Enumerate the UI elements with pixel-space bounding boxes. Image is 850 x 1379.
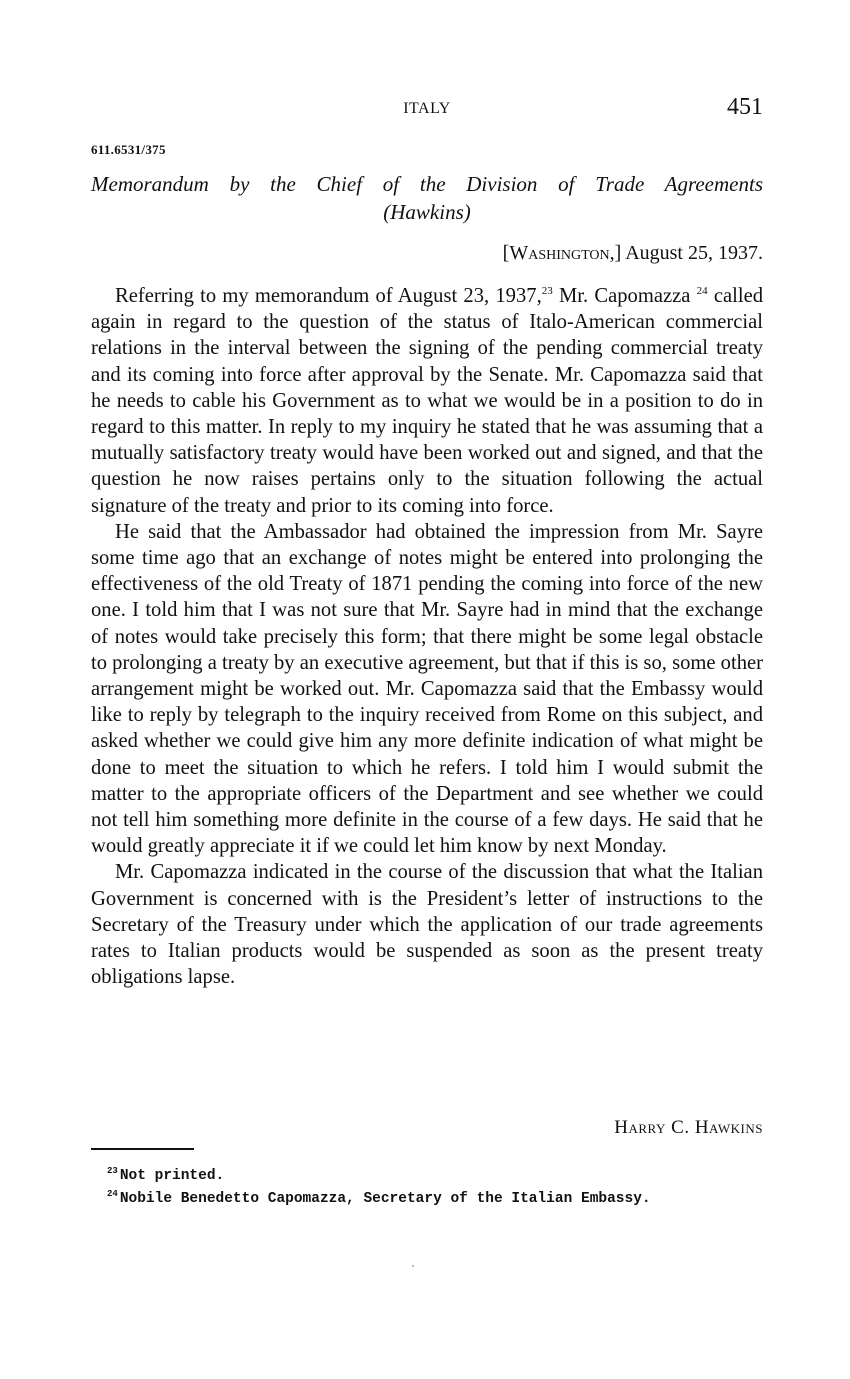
- dateline-bracket-open: [: [502, 242, 510, 264]
- dateline-place: Washington: [509, 242, 610, 264]
- title-line-2: (Hawkins): [383, 200, 471, 224]
- footnote-ref-23: 23: [541, 285, 553, 298]
- footnote-23: [107, 1162, 757, 1185]
- running-head-title: ITALY: [403, 100, 451, 117]
- footnote-divider: [91, 1148, 194, 1150]
- running-header: [91, 96, 763, 122]
- paragraph-1-part-b: Mr. Capomazza: [552, 285, 697, 307]
- dateline: [503, 242, 763, 265]
- footnote-mark: 24: [107, 1188, 118, 1199]
- footnote-ref-24: 24: [696, 285, 708, 298]
- title-line-1: Memorandum by the Chief of the Division of Trade Agreements: [91, 172, 763, 196]
- page-speck: [412, 1265, 414, 1267]
- footnote-24: [107, 1185, 757, 1208]
- signature: Harry C. Hawkins: [614, 1117, 763, 1138]
- footnote-mark: 23: [107, 1166, 118, 1176]
- footnotes: [107, 1162, 757, 1208]
- paragraph-3: Mr. Capomazza indicated in the course of the discussion that what the Italian Government is concerned with is the President’s letter of instructions to the Secretary of the Treasury under which the application of our trade agreements rates to Italian products would be suspended as soon as the present treaty obligations lapse.: [91, 861, 763, 989]
- footnote-text: Nobile Benedetto Capomazza, Secretary of the Italian Embassy.: [119, 1190, 651, 1207]
- paragraph-1: [91, 283, 763, 519]
- file-number: 611.6531/375: [91, 142, 166, 157]
- page-number: 451: [727, 94, 763, 120]
- memorandum-body: [91, 283, 763, 990]
- document-title: [91, 170, 763, 226]
- paragraph-2: He said that the Ambassador had obtained the impression from Mr. Sayre some time ago that an exchange of notes might be entered into prolonging the effectiveness of the old Treaty of 1871 pending the coming into force of the new one. I told him that I was not sure that Mr. Sayre had in mind that the exchange of notes would take precisely this form; that there might be some legal obstacle to prolonging a treaty by an executive agreement, but that if this is so, some other arrangement might be worked out. Mr. Capomazza said that the Embassy would like to reply by telegraph to the inquiry received from Rome on this subject, and asked whether we could give him any more definite indication of what might be done to meet the situation to which he refers. I told him I would submit the matter to the appropriate officers of the Department and see whether we could not tell him something more definite in the course of a few days. He said that he would greatly appreciate it if we could let him know by next Monday.: [91, 520, 763, 858]
- dateline-date: August 25, 1937.: [621, 242, 763, 264]
- dateline-bracket-close: ,]: [609, 242, 622, 264]
- paragraph-1-part-c: called again in regard to the question of the status of Italo-American commercial relations in the interval between the signing of the pending commercial treaty and its coming into force after approval by the Senate. Mr. Capomazza said that he needs to cable his Government as to what we would be in a position to do in regard to this matter. In reply to my inquiry he stated that he was assuming that a mutually satisfactory treaty would have been worked out and signed, and that the question he now raises pertains only to the situation following the actual signature of the treaty and prior to its coming into force.: [91, 285, 764, 517]
- paragraph-1-part-a: Referring to my memorandum of August 23, 1937,: [115, 285, 542, 307]
- footnote-text: Not printed.: [119, 1167, 225, 1184]
